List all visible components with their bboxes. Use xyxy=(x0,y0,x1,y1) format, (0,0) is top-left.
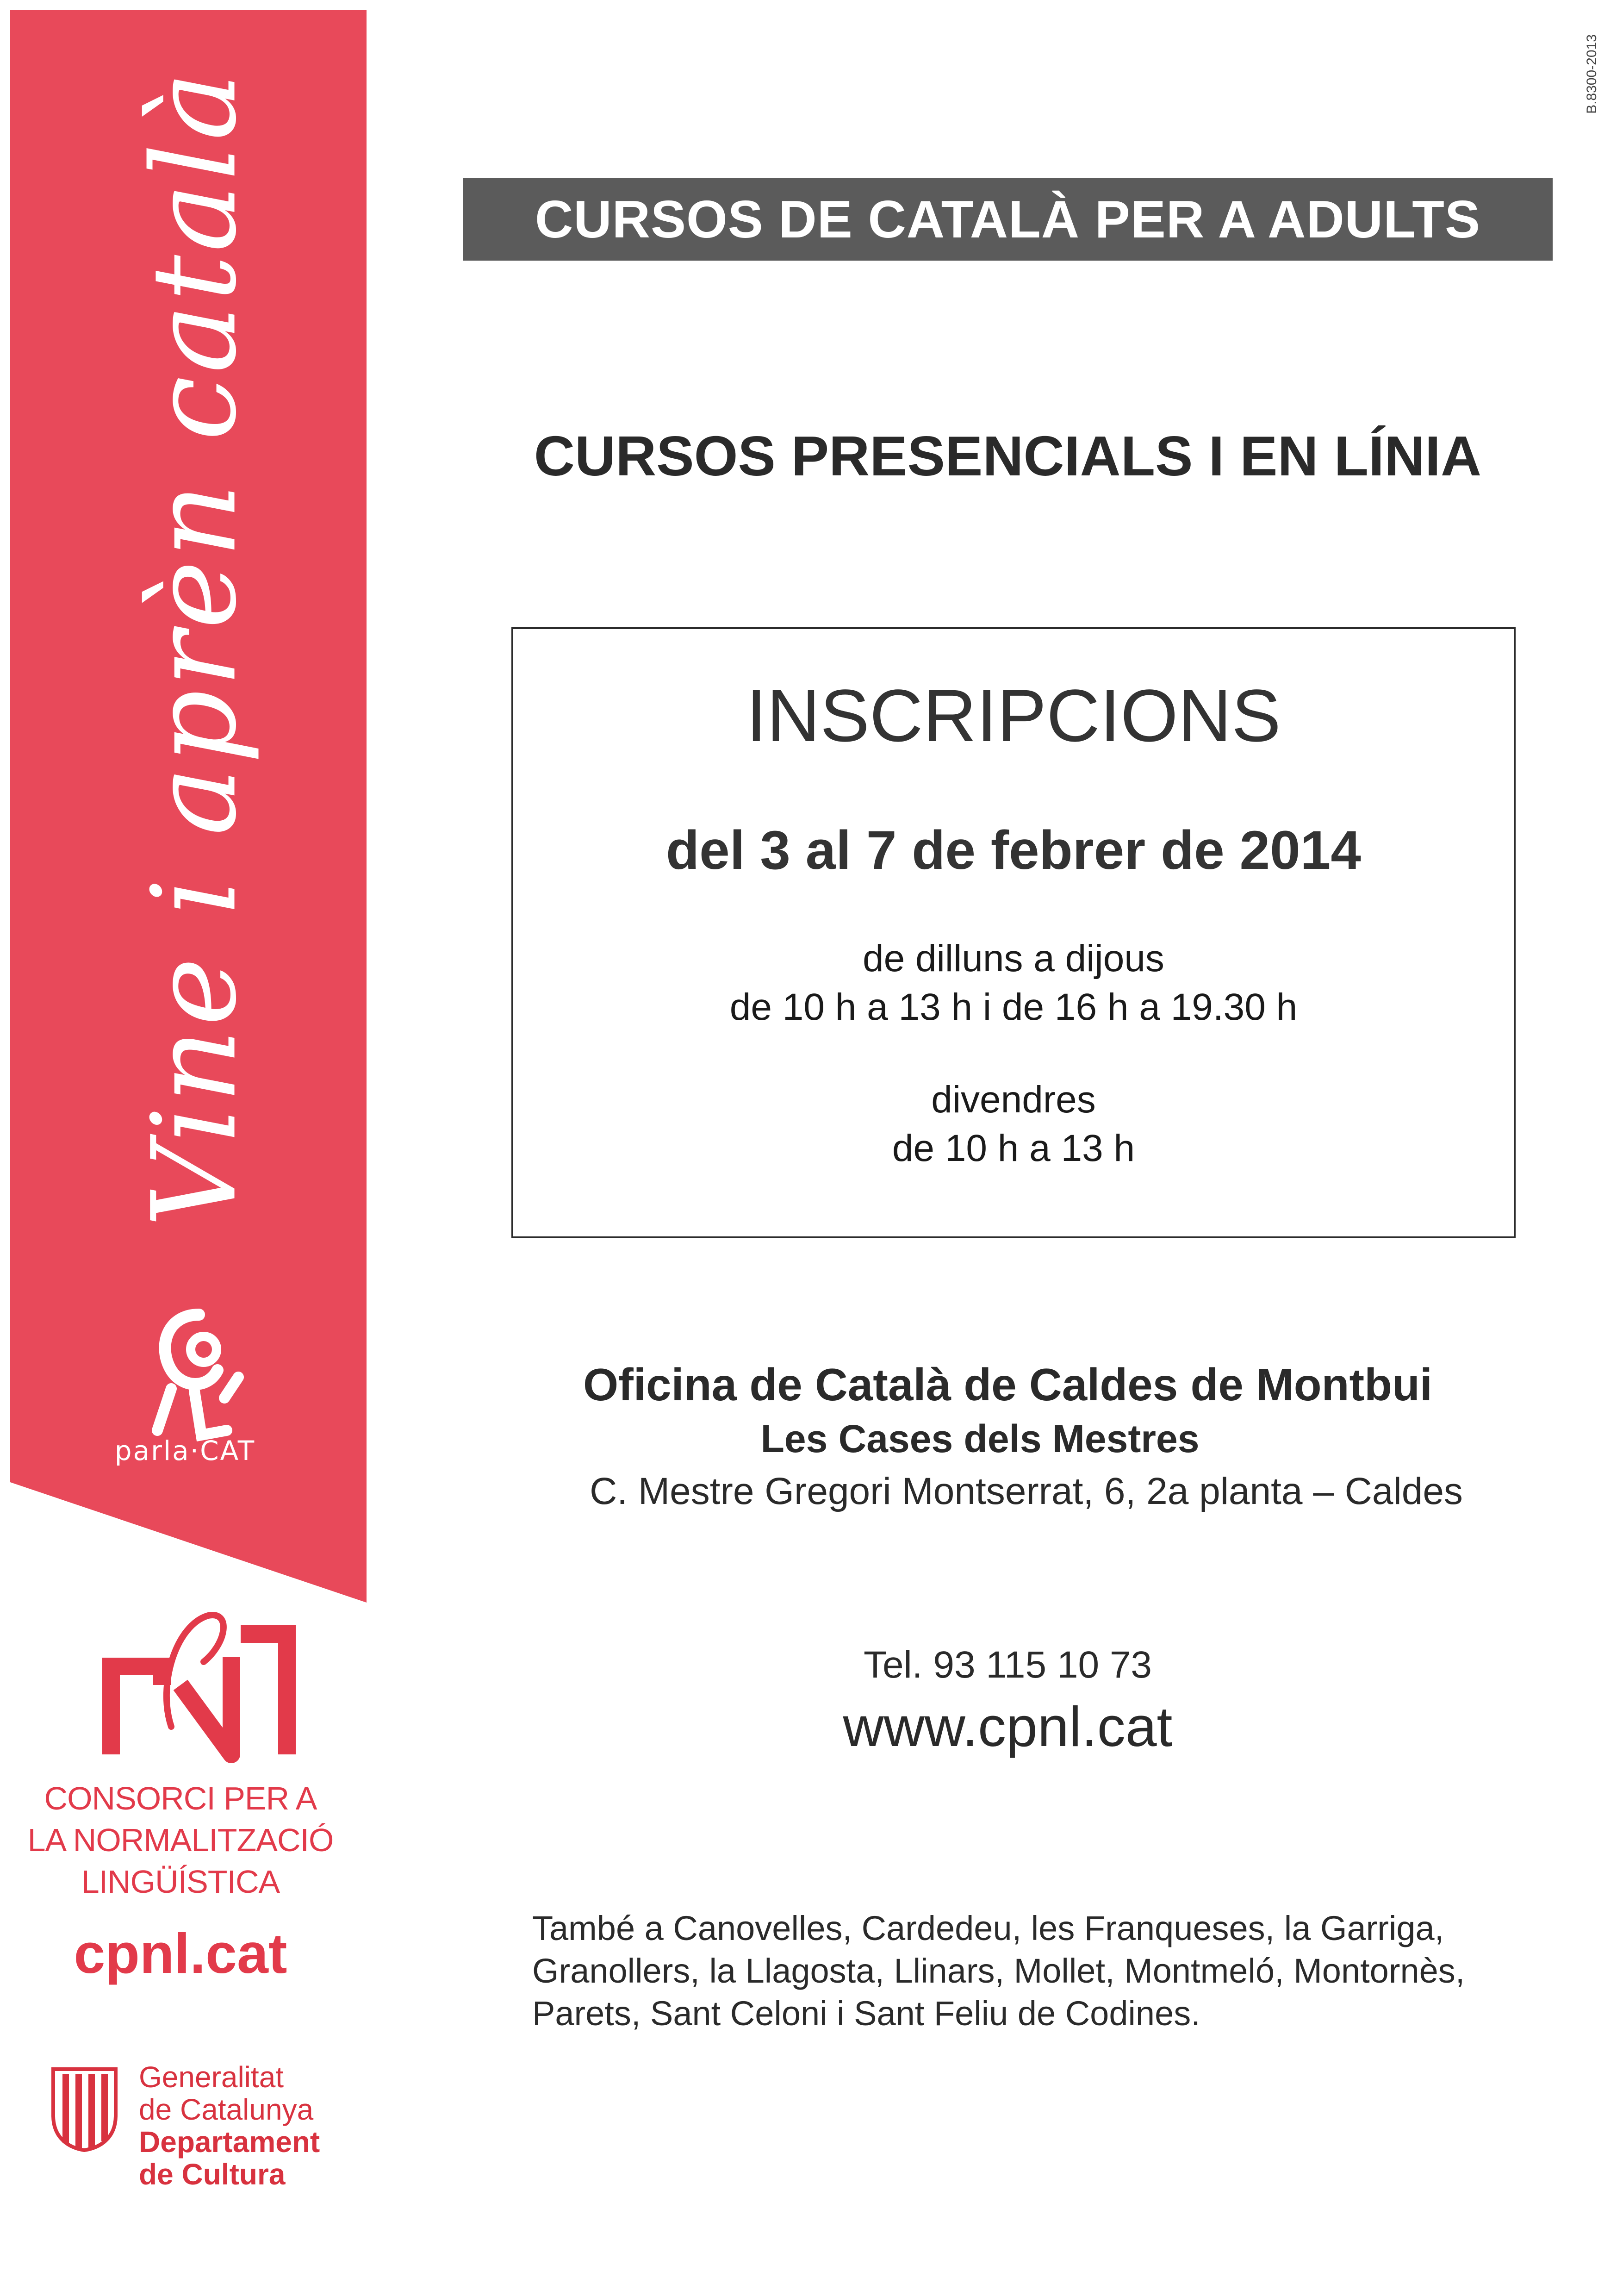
office-name: Oficina de Català de Caldes de Montbui xyxy=(583,1359,1433,1410)
registration-dates: del 3 al 7 de febrer de 2014 xyxy=(665,820,1362,881)
cpnl-name-line: CONSORCI PER A xyxy=(44,1780,317,1816)
office-building: Les Cases dels Mestres xyxy=(760,1417,1200,1460)
cpnl-name-line: LA NORMALITZACIÓ xyxy=(27,1822,334,1858)
cpnl-name-line: LINGÜÍSTICA xyxy=(81,1864,280,1900)
parla-cat-label: parla·CAT xyxy=(114,1435,256,1466)
cpnl-url[interactable]: cpnl.cat xyxy=(74,1922,287,1985)
weekday-label: de dilluns a dijous xyxy=(863,937,1164,980)
generalitat-line: Generalitat xyxy=(139,2060,284,2094)
registration-box xyxy=(511,627,1516,1238)
weekday-hours: de 10 h a 13 h i de 16 h a 19.30 h xyxy=(729,986,1298,1028)
registration-title: INSCRIPCIONS xyxy=(746,674,1281,757)
parla-cat-mascot-icon xyxy=(139,1296,259,1449)
subtitle: CURSOS PRESENCIALS I EN LÍNIA xyxy=(534,424,1482,487)
phone-number: Tel. 93 115 10 73 xyxy=(863,1644,1152,1686)
generalitat-shield-icon xyxy=(49,2065,120,2152)
department-line: Departament xyxy=(139,2125,320,2159)
department-line: de Cultura xyxy=(139,2158,286,2191)
other-locations: També a Canovelles, Cardedeu, les Franqueses, la Garriga, Granollers, la Llagosta, Llinars, Mollet, Montmeló, Montornès, Parets, Sant Celoni i Sant Feliu de Codines. xyxy=(532,1909,1465,2033)
ribbon-slogan: Vine i aprèn català xyxy=(127,69,262,1228)
cpnl-logo-icon xyxy=(102,1606,296,1764)
generalitat-line: de Catalunya xyxy=(139,2093,314,2126)
friday-label: divendres xyxy=(931,1079,1096,1121)
friday-hours: de 10 h a 13 h xyxy=(892,1127,1135,1169)
header-bar xyxy=(463,178,1553,261)
website-link[interactable]: www.cpnl.cat xyxy=(843,1695,1173,1758)
header-title: CURSOS DE CATALÀ PER A ADULTS xyxy=(535,190,1480,249)
office-address: C. Mestre Gregori Montserrat, 6, 2a planta – Caldes xyxy=(590,1470,1463,1512)
document-code: B.8300-2013 xyxy=(1584,34,1599,114)
